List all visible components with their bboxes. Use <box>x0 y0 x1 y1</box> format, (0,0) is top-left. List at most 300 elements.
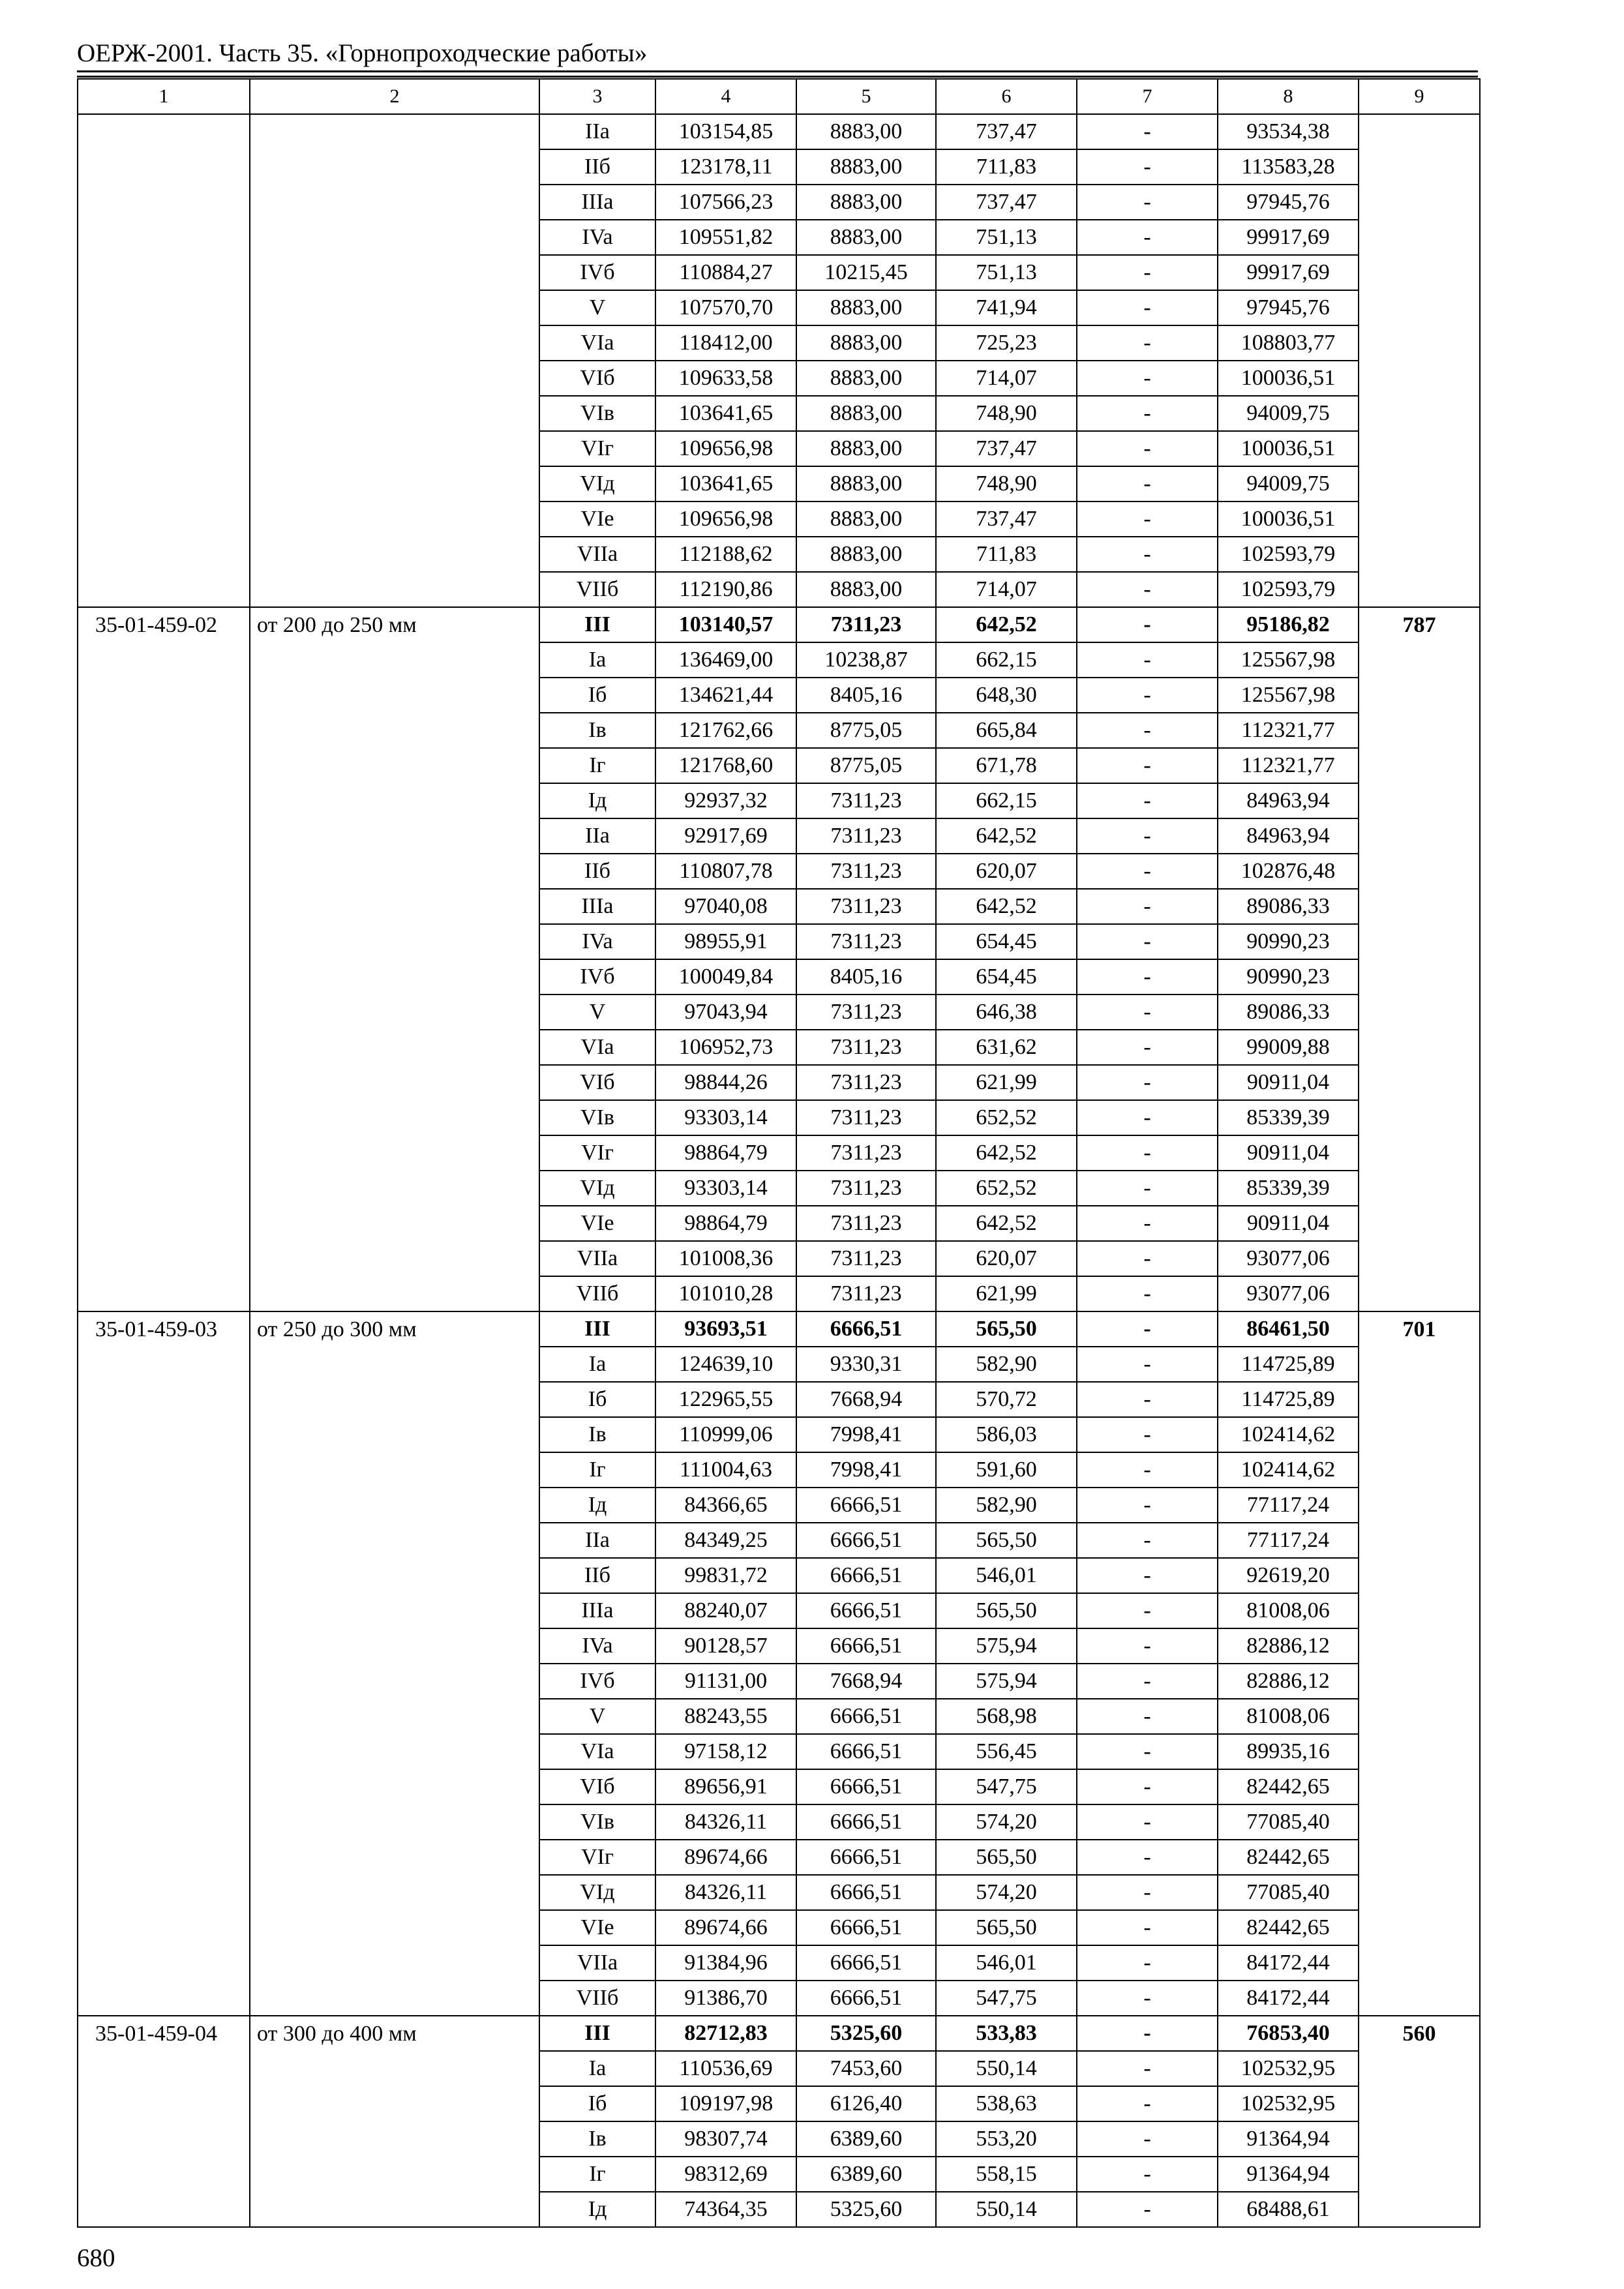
materials-cost-cell: 102414,62 <box>1218 1452 1359 1488</box>
materials-cost-cell: 102876,48 <box>1218 854 1359 889</box>
driver-wage-cell: - <box>1077 854 1218 889</box>
materials-cost-cell: 102593,79 <box>1218 572 1359 607</box>
diameter-cell <box>250 818 539 854</box>
labor-hours-cell <box>1359 748 1480 783</box>
driver-wage-cell: - <box>1077 783 1218 818</box>
labor-hours-cell <box>1359 185 1480 220</box>
category-cell: VIIa <box>539 1241 655 1276</box>
machine-cost-cell: 751,13 <box>936 255 1077 290</box>
labor-cost-cell: 7311,23 <box>796 1276 936 1311</box>
machine-cost-cell: 642,52 <box>936 889 1077 924</box>
table-row <box>78 607 1480 642</box>
column-number: 1 <box>78 79 250 114</box>
category-cell: VIг <box>539 1135 655 1171</box>
machine-cost-cell: 550,14 <box>936 2192 1077 2227</box>
materials-cost-cell: 114725,89 <box>1218 1382 1359 1417</box>
driver-wage-cell: - <box>1077 325 1218 361</box>
diameter-cell <box>250 1065 539 1100</box>
direct-cost-cell: 107570,70 <box>655 290 796 325</box>
materials-cost-cell: 97945,76 <box>1218 185 1359 220</box>
driver-wage-cell: - <box>1077 149 1218 185</box>
labor-hours-cell <box>1359 1241 1480 1276</box>
diameter-cell <box>250 783 539 818</box>
category-cell: VIб <box>539 1769 655 1804</box>
machine-cost-cell: 711,83 <box>936 149 1077 185</box>
category-cell: VIe <box>539 1910 655 1945</box>
direct-cost-cell: 89656,91 <box>655 1769 796 1804</box>
labor-hours-cell <box>1359 1417 1480 1452</box>
category-cell: V <box>539 290 655 325</box>
labor-hours-cell <box>1359 1558 1480 1593</box>
column-number: 6 <box>936 79 1077 114</box>
table-row <box>78 220 1480 255</box>
labor-cost-cell: 6389,60 <box>796 2121 936 2157</box>
materials-cost-cell: 94009,75 <box>1218 396 1359 431</box>
labor-cost-cell: 6666,51 <box>796 1523 936 1558</box>
diameter-cell <box>250 1452 539 1488</box>
direct-cost-cell: 121768,60 <box>655 748 796 783</box>
machine-cost-cell: 575,94 <box>936 1628 1077 1664</box>
code-cell <box>78 1135 250 1171</box>
table-row <box>78 1804 1480 1840</box>
materials-cost-cell: 91364,94 <box>1218 2121 1359 2157</box>
diameter-cell <box>250 1558 539 1593</box>
labor-cost-cell: 6666,51 <box>796 1311 936 1347</box>
direct-cost-cell: 110536,69 <box>655 2051 796 2086</box>
materials-cost-cell: 125567,98 <box>1218 678 1359 713</box>
table-row <box>78 1840 1480 1875</box>
labor-cost-cell: 8883,00 <box>796 466 936 501</box>
code-cell <box>78 2051 250 2086</box>
direct-cost-cell: 118412,00 <box>655 325 796 361</box>
code-cell <box>78 501 250 537</box>
code-cell <box>78 2086 250 2121</box>
materials-cost-cell: 82442,65 <box>1218 1910 1359 1945</box>
materials-cost-cell: 77085,40 <box>1218 1875 1359 1910</box>
category-cell: IIa <box>539 818 655 854</box>
labor-cost-cell: 8883,00 <box>796 220 936 255</box>
labor-hours-cell <box>1359 1100 1480 1135</box>
direct-cost-cell: 74364,35 <box>655 2192 796 2227</box>
diameter-cell <box>250 959 539 995</box>
driver-wage-cell: - <box>1077 1699 1218 1734</box>
table-row <box>78 1734 1480 1769</box>
code-cell <box>78 748 250 783</box>
labor-cost-cell: 9330,31 <box>796 1347 936 1382</box>
labor-hours-cell <box>1359 255 1480 290</box>
labor-hours-cell <box>1359 642 1480 678</box>
labor-hours-cell <box>1359 1910 1480 1945</box>
materials-cost-cell: 100036,51 <box>1218 431 1359 466</box>
driver-wage-cell: - <box>1077 1558 1218 1593</box>
machine-cost-cell: 574,20 <box>936 1875 1077 1910</box>
category-cell: VIг <box>539 431 655 466</box>
direct-cost-cell: 110884,27 <box>655 255 796 290</box>
table-row <box>78 255 1480 290</box>
machine-cost-cell: 751,13 <box>936 220 1077 255</box>
materials-cost-cell: 99917,69 <box>1218 255 1359 290</box>
driver-wage-cell: - <box>1077 1769 1218 1804</box>
direct-cost-cell: 112188,62 <box>655 537 796 572</box>
driver-wage-cell: - <box>1077 1135 1218 1171</box>
machine-cost-cell: 737,47 <box>936 431 1077 466</box>
materials-cost-cell: 89086,33 <box>1218 889 1359 924</box>
labor-cost-cell: 7311,23 <box>796 995 936 1030</box>
labor-cost-cell: 8883,00 <box>796 149 936 185</box>
labor-cost-cell: 7998,41 <box>796 1417 936 1452</box>
category-cell: IVa <box>539 220 655 255</box>
diameter-cell <box>250 1699 539 1734</box>
labor-cost-cell: 6666,51 <box>796 1981 936 2016</box>
table-row <box>78 1347 1480 1382</box>
driver-wage-cell: - <box>1077 2121 1218 2157</box>
table-row <box>78 1171 1480 1206</box>
direct-cost-cell: 134621,44 <box>655 678 796 713</box>
labor-hours-cell <box>1359 466 1480 501</box>
category-cell: VIIб <box>539 1981 655 2016</box>
column-number: 3 <box>539 79 655 114</box>
diameter-cell <box>250 2121 539 2157</box>
code-cell <box>78 572 250 607</box>
driver-wage-cell: - <box>1077 2016 1218 2051</box>
code-cell <box>78 220 250 255</box>
table-row <box>78 1910 1480 1945</box>
labor-cost-cell: 7311,23 <box>796 924 936 959</box>
labor-cost-cell: 8883,00 <box>796 501 936 537</box>
driver-wage-cell: - <box>1077 1452 1218 1488</box>
materials-cost-cell: 82886,12 <box>1218 1628 1359 1664</box>
machine-cost-cell: 553,20 <box>936 2121 1077 2157</box>
labor-cost-cell: 7311,23 <box>796 854 936 889</box>
driver-wage-cell: - <box>1077 1804 1218 1840</box>
code-cell <box>78 1945 250 1981</box>
table-row <box>78 501 1480 537</box>
labor-hours-cell <box>1359 1452 1480 1488</box>
direct-cost-cell: 84366,65 <box>655 1488 796 1523</box>
direct-cost-cell: 91131,00 <box>655 1664 796 1699</box>
diameter-cell <box>250 1135 539 1171</box>
labor-hours-cell <box>1359 2051 1480 2086</box>
direct-cost-cell: 123178,11 <box>655 149 796 185</box>
labor-hours-cell: 560 <box>1359 2016 1480 2051</box>
materials-cost-cell: 125567,98 <box>1218 642 1359 678</box>
machine-cost-cell: 642,52 <box>936 1135 1077 1171</box>
table-row <box>78 959 1480 995</box>
category-cell: IIб <box>539 854 655 889</box>
labor-hours-cell <box>1359 1628 1480 1664</box>
direct-cost-cell: 97043,94 <box>655 995 796 1030</box>
driver-wage-cell: - <box>1077 572 1218 607</box>
code-cell <box>78 924 250 959</box>
category-cell: Iг <box>539 2157 655 2192</box>
table-row <box>78 325 1480 361</box>
table-row <box>78 290 1480 325</box>
direct-cost-cell: 91386,70 <box>655 1981 796 2016</box>
machine-cost-cell: 546,01 <box>936 1945 1077 1981</box>
diameter-cell <box>250 185 539 220</box>
table-row <box>78 114 1480 149</box>
labor-hours-cell <box>1359 114 1480 149</box>
table-row <box>78 1135 1480 1171</box>
code-cell <box>78 1981 250 2016</box>
direct-cost-cell: 109197,98 <box>655 2086 796 2121</box>
table-row <box>78 537 1480 572</box>
materials-cost-cell: 91364,94 <box>1218 2157 1359 2192</box>
labor-hours-cell <box>1359 1981 1480 2016</box>
code-cell <box>78 1452 250 1488</box>
diameter-cell <box>250 1981 539 2016</box>
driver-wage-cell: - <box>1077 1593 1218 1628</box>
materials-cost-cell: 84963,94 <box>1218 818 1359 854</box>
materials-cost-cell: 99009,88 <box>1218 1030 1359 1065</box>
category-cell: VIв <box>539 1100 655 1135</box>
direct-cost-cell: 93303,14 <box>655 1171 796 1206</box>
machine-cost-cell: 591,60 <box>936 1452 1077 1488</box>
labor-cost-cell: 7668,94 <box>796 1382 936 1417</box>
labor-cost-cell: 8405,16 <box>796 959 936 995</box>
labor-hours-cell <box>1359 1135 1480 1171</box>
driver-wage-cell: - <box>1077 642 1218 678</box>
rates-table <box>77 78 1481 2228</box>
materials-cost-cell: 77085,40 <box>1218 1804 1359 1840</box>
labor-hours-cell: 701 <box>1359 1311 1480 1347</box>
machine-cost-cell: 547,75 <box>936 1769 1077 1804</box>
diameter-cell: от 200 до 250 мм <box>250 607 539 642</box>
table-row <box>78 1523 1480 1558</box>
direct-cost-cell: 136469,00 <box>655 642 796 678</box>
labor-cost-cell: 7311,23 <box>796 1065 936 1100</box>
category-cell: Iд <box>539 1488 655 1523</box>
table-row <box>78 818 1480 854</box>
labor-hours-cell <box>1359 713 1480 748</box>
direct-cost-cell: 98844,26 <box>655 1065 796 1100</box>
direct-cost-cell: 109656,98 <box>655 501 796 537</box>
direct-cost-cell: 97040,08 <box>655 889 796 924</box>
category-cell: VIa <box>539 325 655 361</box>
table-row <box>78 2157 1480 2192</box>
code-cell: 35-01-459-03 <box>78 1311 250 1347</box>
labor-hours-cell <box>1359 572 1480 607</box>
labor-hours-cell: 787 <box>1359 607 1480 642</box>
direct-cost-cell: 103641,65 <box>655 396 796 431</box>
code-cell <box>78 2157 250 2192</box>
code-cell <box>78 959 250 995</box>
category-cell: IIa <box>539 1523 655 1558</box>
category-cell: VIIa <box>539 537 655 572</box>
code-cell <box>78 1910 250 1945</box>
labor-cost-cell: 6666,51 <box>796 1875 936 1910</box>
diameter-cell <box>250 1276 539 1311</box>
driver-wage-cell: - <box>1077 1875 1218 1910</box>
labor-hours-cell <box>1359 1875 1480 1910</box>
driver-wage-cell: - <box>1077 1488 1218 1523</box>
machine-cost-cell: 711,83 <box>936 537 1077 572</box>
code-cell <box>78 1875 250 1910</box>
direct-cost-cell: 101008,36 <box>655 1241 796 1276</box>
table-row <box>78 2192 1480 2227</box>
labor-cost-cell: 5325,60 <box>796 2192 936 2227</box>
code-cell <box>78 290 250 325</box>
page-header-title: ОЕРЖ-2001. Часть 35. «Горнопроходческие работы» <box>77 39 648 67</box>
labor-cost-cell: 7453,60 <box>796 2051 936 2086</box>
diameter-cell <box>250 713 539 748</box>
labor-hours-cell <box>1359 818 1480 854</box>
driver-wage-cell: - <box>1077 818 1218 854</box>
diameter-cell <box>250 431 539 466</box>
labor-cost-cell: 5325,60 <box>796 2016 936 2051</box>
code-cell <box>78 1417 250 1452</box>
table-row <box>78 1276 1480 1311</box>
labor-hours-cell <box>1359 1488 1480 1523</box>
driver-wage-cell: - <box>1077 1382 1218 1417</box>
labor-cost-cell: 7311,23 <box>796 1030 936 1065</box>
labor-cost-cell: 10215,45 <box>796 255 936 290</box>
category-cell: V <box>539 1699 655 1734</box>
machine-cost-cell: 586,03 <box>936 1417 1077 1452</box>
driver-wage-cell: - <box>1077 713 1218 748</box>
machine-cost-cell: 642,52 <box>936 1206 1077 1241</box>
diameter-cell <box>250 924 539 959</box>
machine-cost-cell: 565,50 <box>936 1840 1077 1875</box>
code-cell <box>78 431 250 466</box>
driver-wage-cell: - <box>1077 1206 1218 1241</box>
labor-hours-cell <box>1359 678 1480 713</box>
machine-cost-cell: 565,50 <box>936 1593 1077 1628</box>
labor-hours-cell <box>1359 1065 1480 1100</box>
materials-cost-cell: 84172,44 <box>1218 1981 1359 2016</box>
table-row <box>78 431 1480 466</box>
table-row <box>78 1311 1480 1347</box>
diameter-cell <box>250 748 539 783</box>
direct-cost-cell: 106952,73 <box>655 1030 796 1065</box>
materials-cost-cell: 76853,40 <box>1218 2016 1359 2051</box>
code-cell <box>78 1065 250 1100</box>
table-row <box>78 1241 1480 1276</box>
direct-cost-cell: 90128,57 <box>655 1628 796 1664</box>
direct-cost-cell: 103140,57 <box>655 607 796 642</box>
labor-hours-cell <box>1359 1382 1480 1417</box>
category-cell: VIд <box>539 466 655 501</box>
diameter-cell <box>250 290 539 325</box>
category-cell: V <box>539 995 655 1030</box>
diameter-cell <box>250 1030 539 1065</box>
diameter-cell <box>250 1347 539 1382</box>
code-cell <box>78 1382 250 1417</box>
direct-cost-cell: 101010,28 <box>655 1276 796 1311</box>
labor-hours-cell <box>1359 1347 1480 1382</box>
code-cell <box>78 466 250 501</box>
diameter-cell <box>250 572 539 607</box>
driver-wage-cell: - <box>1077 1241 1218 1276</box>
direct-cost-cell: 97158,12 <box>655 1734 796 1769</box>
table-row <box>78 1452 1480 1488</box>
diameter-cell <box>250 1417 539 1452</box>
code-cell <box>78 995 250 1030</box>
code-cell <box>78 255 250 290</box>
category-cell: IVб <box>539 1664 655 1699</box>
labor-cost-cell: 6666,51 <box>796 1628 936 1664</box>
labor-cost-cell: 6126,40 <box>796 2086 936 2121</box>
machine-cost-cell: 665,84 <box>936 713 1077 748</box>
direct-cost-cell: 88243,55 <box>655 1699 796 1734</box>
driver-wage-cell: - <box>1077 396 1218 431</box>
direct-cost-cell: 84326,11 <box>655 1875 796 1910</box>
diameter-cell: от 250 до 300 мм <box>250 1311 539 1347</box>
direct-cost-cell: 110999,06 <box>655 1417 796 1452</box>
column-number: 8 <box>1218 79 1359 114</box>
labor-hours-cell <box>1359 290 1480 325</box>
category-cell: VIв <box>539 396 655 431</box>
category-cell: III <box>539 1311 655 1347</box>
code-cell <box>78 854 250 889</box>
category-cell: III <box>539 2016 655 2051</box>
labor-hours-cell <box>1359 220 1480 255</box>
page-number: 680 <box>77 2244 115 2272</box>
code-cell <box>78 1558 250 1593</box>
category-cell: VIe <box>539 1206 655 1241</box>
labor-hours-cell <box>1359 995 1480 1030</box>
category-cell: Iд <box>539 783 655 818</box>
labor-hours-cell <box>1359 1840 1480 1875</box>
table-row <box>78 995 1480 1030</box>
labor-hours-cell <box>1359 1804 1480 1840</box>
labor-cost-cell: 7311,23 <box>796 1241 936 1276</box>
table-row <box>78 924 1480 959</box>
labor-cost-cell: 7998,41 <box>796 1452 936 1488</box>
diameter-cell <box>250 678 539 713</box>
category-cell: IIIa <box>539 185 655 220</box>
driver-wage-cell: - <box>1077 2192 1218 2227</box>
category-cell: IVб <box>539 959 655 995</box>
diameter-cell <box>250 466 539 501</box>
table-row <box>78 2121 1480 2157</box>
labor-cost-cell: 6666,51 <box>796 1734 936 1769</box>
code-cell <box>78 149 250 185</box>
code-cell <box>78 1769 250 1804</box>
code-cell <box>78 1699 250 1734</box>
code-cell <box>78 783 250 818</box>
materials-cost-cell: 84963,94 <box>1218 783 1359 818</box>
materials-cost-cell: 81008,06 <box>1218 1593 1359 1628</box>
code-cell <box>78 114 250 149</box>
machine-cost-cell: 565,50 <box>936 1910 1077 1945</box>
materials-cost-cell: 81008,06 <box>1218 1699 1359 1734</box>
table-row <box>78 1769 1480 1804</box>
driver-wage-cell: - <box>1077 995 1218 1030</box>
table-row <box>78 1981 1480 2016</box>
table-row <box>78 1664 1480 1699</box>
labor-cost-cell: 8883,00 <box>796 185 936 220</box>
direct-cost-cell: 89674,66 <box>655 1910 796 1945</box>
materials-cost-cell: 90911,04 <box>1218 1135 1359 1171</box>
diameter-cell <box>250 889 539 924</box>
machine-cost-cell: 748,90 <box>936 396 1077 431</box>
code-cell <box>78 1347 250 1382</box>
code-cell <box>78 1840 250 1875</box>
diameter-cell <box>250 1628 539 1664</box>
driver-wage-cell: - <box>1077 1910 1218 1945</box>
code-cell <box>78 2121 250 2157</box>
labor-cost-cell: 6666,51 <box>796 1945 936 1981</box>
labor-hours-cell <box>1359 149 1480 185</box>
materials-cost-cell: 102414,62 <box>1218 1417 1359 1452</box>
table-row <box>78 642 1480 678</box>
table-row <box>78 1100 1480 1135</box>
materials-cost-cell: 82886,12 <box>1218 1664 1359 1699</box>
machine-cost-cell: 575,94 <box>936 1664 1077 1699</box>
driver-wage-cell: - <box>1077 1171 1218 1206</box>
labor-cost-cell: 6666,51 <box>796 1769 936 1804</box>
